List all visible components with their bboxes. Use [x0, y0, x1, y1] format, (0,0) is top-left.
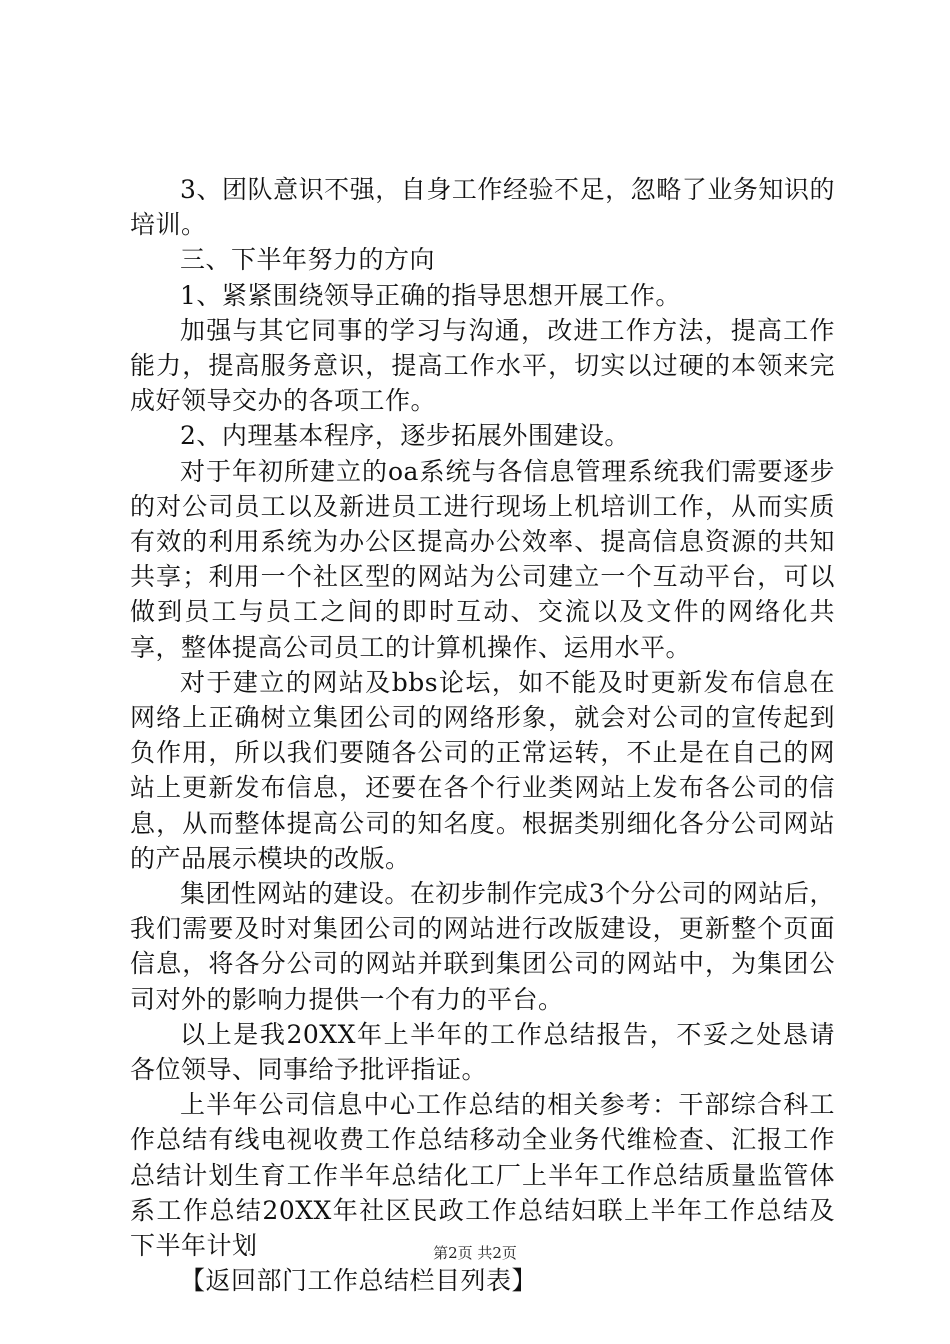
- paragraph-oa-system: 对于年初所建立的oa系统与各信息管理系统我们需要逐步的对公司员工以及新进员工进行现场上机培训工作，从而实质有效的利用系统为办公区提高办公效率、提高信息资源的共知共享；利用一个社区型的网站为公司建立一个互动平台，可以做到员工与员工之间的即时互动、交流以及文件的网络化共享，整体提高公司员工的计算机操作、运用水平。: [130, 456, 835, 662]
- paragraph-point-2: 2、内理基本程序，逐步拓展外围建设。: [180, 421, 630, 451]
- return-to-list-link[interactable]: 【返回部门工作总结栏目列表】: [180, 1266, 538, 1296]
- paragraph-conclusion: 以上是我20XX年上半年的工作总结报告，不妥之处恳请各位领导、同事给予批评指证。: [130, 1019, 835, 1085]
- paragraph-communication: 加强与其它同事的学习与沟通，改进工作方法，提高工作能力，提高服务意识，提高工作水平，切实以过硬的本领来完成好领导交办的各项工作。: [130, 315, 835, 416]
- paragraph-point-1: 1、紧紧围绕领导正确的指导思想开展工作。: [180, 280, 681, 310]
- paragraph-group-website: 集团性网站的建设。在初步制作完成3个分公司的网站后，我们需要及时对集团公司的网站进行改版建设，更新整个页面信息，将各分公司的网站并联到集团公司的网站中，为集团公司对外的影响力提供一个有力的平台。: [130, 879, 835, 1014]
- paragraph-website-bbs: 对于建立的网站及bbs论坛，如不能及时更新发布信息在网络上正确树立集团公司的网络形象，就会对公司的宣传起到负作用，所以我们要随各公司的正常运转，不止是在自己的网站上更新发布信息，还要在各个行业类网站上发布各公司的信息，从而整体提高公司的知名度。根据类别细化各分公司网站的产品展示模块的改版。: [130, 667, 835, 873]
- paragraph-team-awareness: 3、团队意识不强，自身工作经验不足，忽略了业务知识的培训。: [130, 175, 835, 240]
- page-number-footer: 第2页 共2页: [433, 1244, 517, 1262]
- paragraph-related-references: 上半年公司信息中心工作总结的相关参考：干部综合科工作总结有线电视收费工作总结移动全业务代维检查、汇报工作总结计划生育工作半年总结化工厂上半年工作总结质量监管体系工作总结20XX年社区民政工作总结妇联上半年工作总结及下半年计划: [130, 1090, 835, 1261]
- heading-second-half-direction: 三、下半年努力的方向: [180, 245, 436, 275]
- document-body: [130, 172, 835, 1299]
